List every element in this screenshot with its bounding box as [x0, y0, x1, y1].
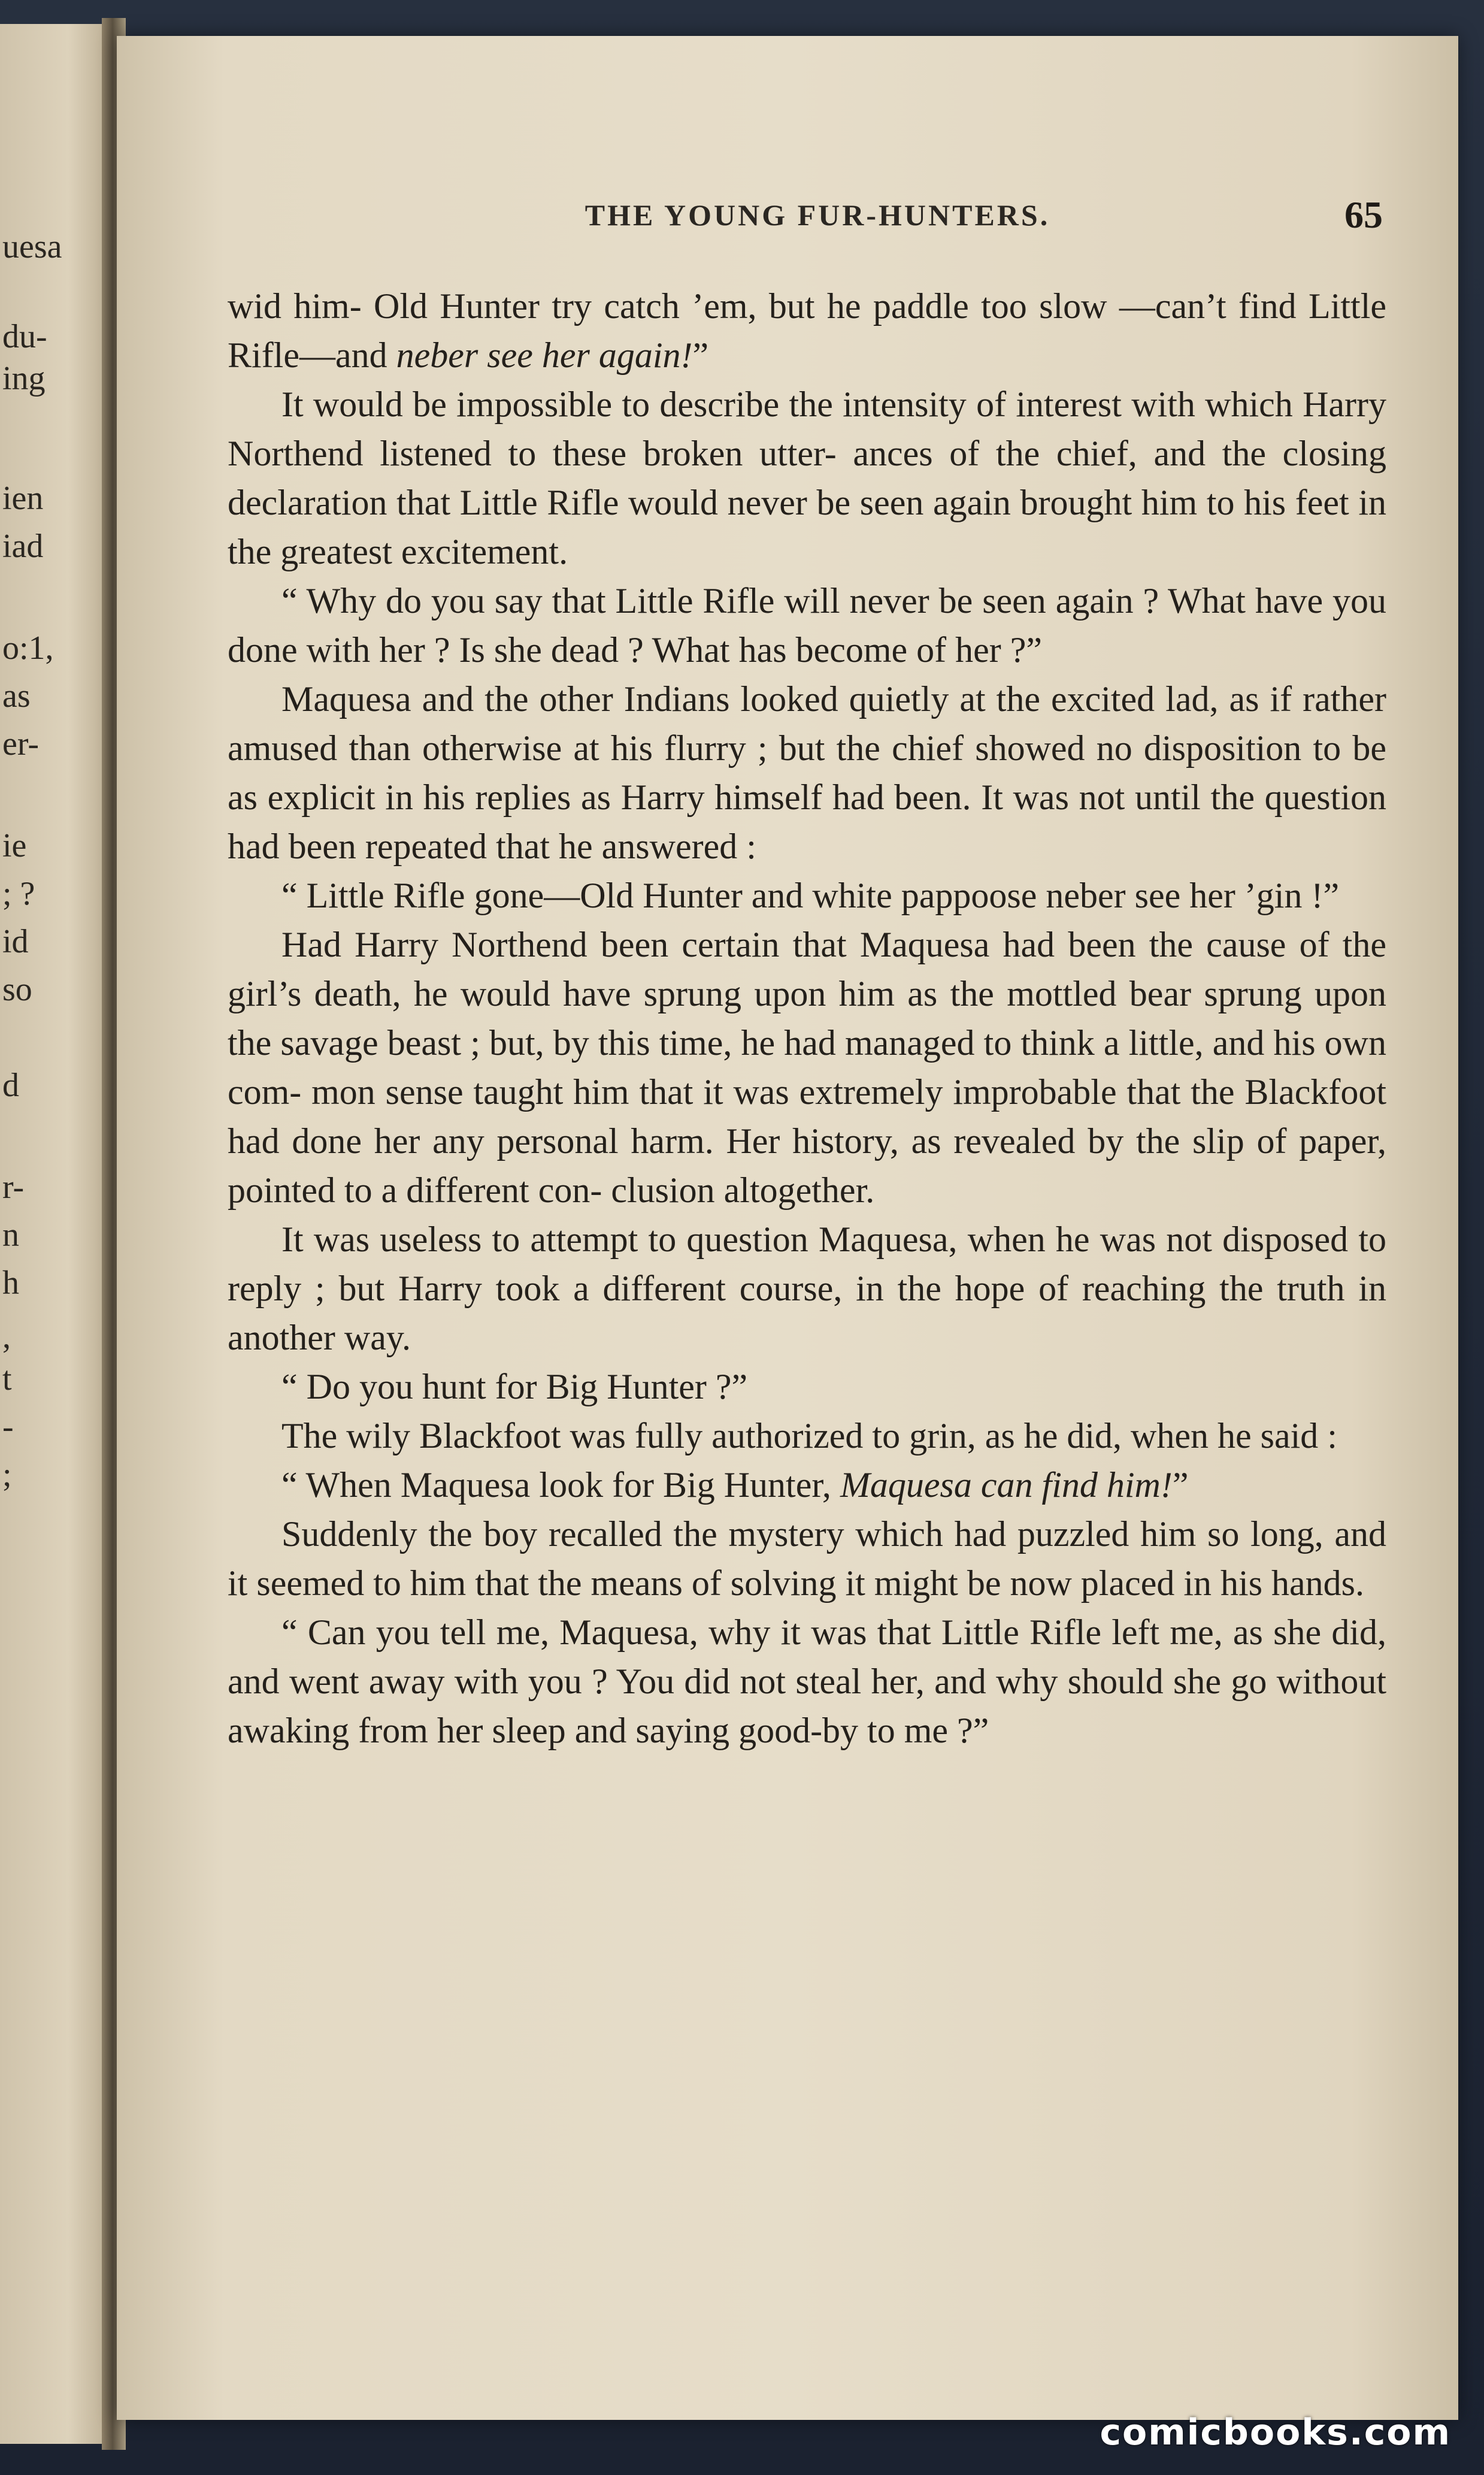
facing-page-text-fragment: ien — [2, 480, 44, 517]
paragraph — [228, 380, 1386, 576]
facing-page-text-fragment: so — [2, 971, 32, 1008]
facing-page-text-fragment: as — [2, 677, 31, 715]
facing-page-text-fragment: ; ? — [2, 875, 35, 912]
watermark-logo: comicbooks.com — [1100, 2412, 1451, 2453]
facing-page-text-fragment: er- — [2, 725, 40, 763]
paragraph-text: “ Why do you say that Little Rifle will never be seen again ? What have you done with her ? Is she dead ? What has become of her ?” — [228, 581, 1386, 670]
facing-page-text-fragment: - — [2, 1408, 14, 1445]
paragraph — [228, 1608, 1386, 1755]
paragraph-text: “ When Maquesa look for Big Hunter, — [281, 1465, 840, 1505]
facing-page-text-fragment: ing — [2, 360, 46, 397]
paragraph-text: “ Do you hunt for Big Hunter ?” — [281, 1367, 748, 1406]
facing-page-edge — [0, 24, 114, 2444]
facing-page-text-fragment: du- — [2, 318, 47, 355]
facing-page-text-fragment: n — [2, 1217, 19, 1254]
paragraph — [228, 1215, 1386, 1362]
facing-page-text-fragment: h — [2, 1264, 19, 1302]
paragraph-text: Maquesa and the other Indians looked quietly at the excited lad, as if rather amused than otherwise at his flurry ; but the chief showed no disposition to be as explicit in his replies as Harry himself had been. It was not until the question had been repeated that he answered : — [228, 679, 1386, 866]
facing-page-text-fragment: t — [2, 1360, 12, 1397]
paragraph-text: Had Harry Northend been certain that Maquesa had been the cause of the girl’s death, he would have sprung upon him as the mottled bear sprung upon the savage beast ; but, by this time, he had managed to think a little, and his own com- mon sense taught him that it was extremely improbable that the Blackfoot had done her any personal harm. Her history, as revealed by the slip of paper, pointed to a different con- clusion altogether. — [228, 925, 1386, 1210]
paragraph — [228, 576, 1386, 674]
paragraph-text: wid him- Old Hunter try catch ’em, but he paddle too slow —can’t find Little Rifle—and — [228, 286, 1386, 375]
facing-page-text-fragment: d — [2, 1067, 19, 1104]
paragraph — [228, 871, 1386, 920]
paragraph — [228, 920, 1386, 1215]
body-text — [228, 282, 1386, 2306]
paragraph-text: ” — [692, 335, 709, 375]
paragraph-text: ” — [1172, 1465, 1189, 1505]
paragraph — [228, 1362, 1386, 1411]
paragraph-text: The wily Blackfoot was fully authorized to grin, as he did, when he said : — [281, 1416, 1337, 1456]
paragraph-text: It would be impossible to describe the intensity of interest with which Harry Northend listened to these broken utter- ances of the chief, and the closing declaration that Little Rifle would never be seen again brought him to his feet in the greatest excitement. — [228, 385, 1386, 571]
paragraph-text: “ Little Rifle gone—Old Hunter and white pappoose neber see her ’gin !” — [281, 876, 1340, 915]
paragraph — [228, 282, 1386, 380]
facing-page-text-fragment: ; — [2, 1456, 12, 1493]
paragraph-text: It was useless to attempt to question Maquesa, when he was not disposed to reply ; but Harry took a different course, in the hope of reaching the truth in another way. — [228, 1220, 1386, 1357]
facing-page-text-fragment: id — [2, 923, 29, 960]
facing-page-text-fragment: o:1, — [2, 630, 54, 667]
facing-page-text-fragment: iad — [2, 528, 44, 565]
paragraph — [228, 674, 1386, 871]
page-number: 65 — [1344, 193, 1383, 236]
paragraph-text: “ Can you tell me, Maquesa, why it was that Little Rifle left me, as she did, and went away with you ? You did not steal her, and why should she go without awaking from her sleep and saying good-by to me ?” — [228, 1612, 1386, 1750]
paragraph-text: Suddenly the boy recalled the mystery which had puzzled him so long, and it seemed to him that the means of solving it might be now placed in his hands. — [228, 1514, 1386, 1603]
paragraph — [228, 1509, 1386, 1608]
book-page — [117, 36, 1458, 2420]
facing-page-text-fragment: uesa — [2, 228, 62, 265]
paragraph — [228, 1411, 1386, 1460]
paragraph — [228, 1460, 1386, 1509]
running-head: THE YOUNG FUR-HUNTERS. — [584, 198, 1050, 232]
italic-text: Maquesa can find him! — [840, 1465, 1173, 1505]
facing-page-text-fragment: ie — [2, 827, 27, 864]
italic-text: neber see her again! — [396, 335, 693, 375]
facing-page-text-fragment: , — [2, 1318, 11, 1355]
facing-page-text-fragment: r- — [2, 1169, 25, 1206]
